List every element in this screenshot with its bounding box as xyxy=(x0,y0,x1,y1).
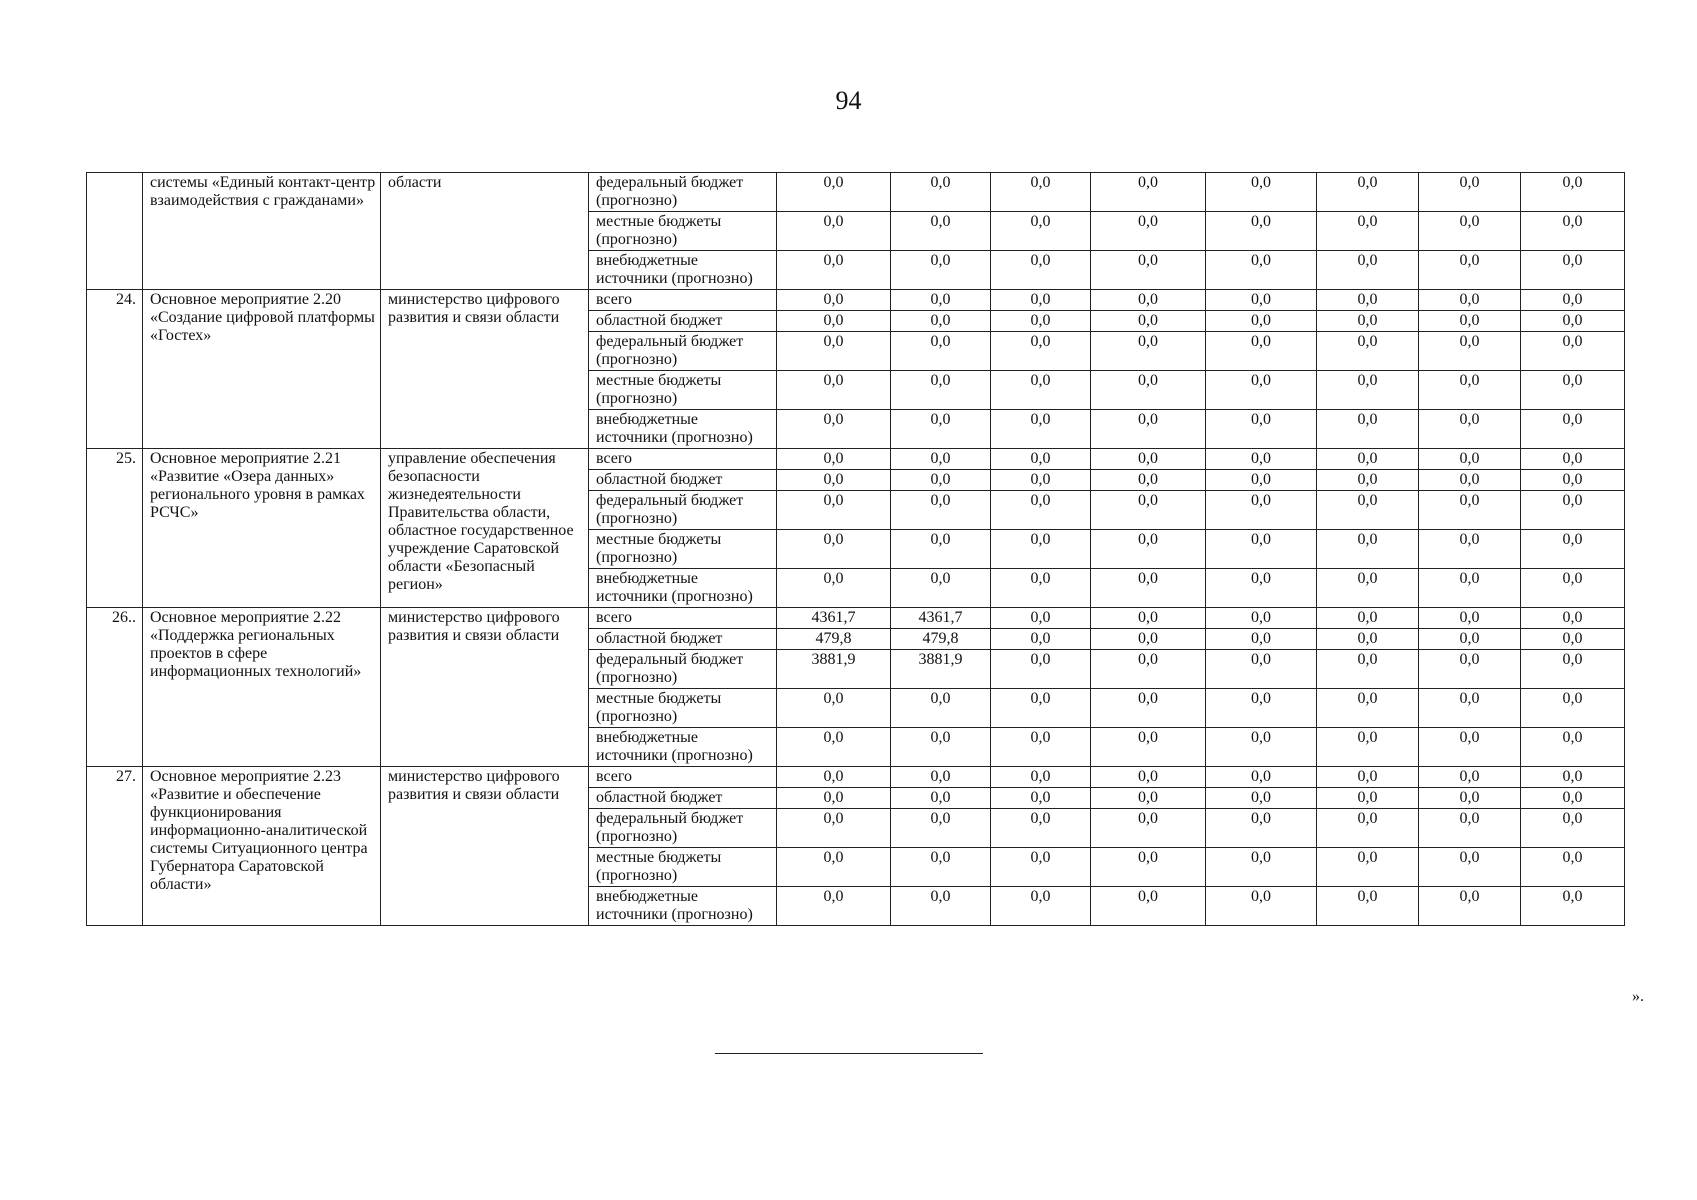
amount-cell: 0,0 xyxy=(891,809,991,848)
amount-cell: 0,0 xyxy=(1317,212,1419,251)
amount-cell: 0,0 xyxy=(1091,251,1206,290)
funding-source: федеральный бюджет (прогнозно) xyxy=(589,809,777,848)
amount-cell: 3881,9 xyxy=(777,650,891,689)
amount-cell: 0,0 xyxy=(991,410,1091,449)
executor-name: министерство цифрового развития и связи области xyxy=(381,290,589,449)
amount-cell: 0,0 xyxy=(991,251,1091,290)
amount-cell: 0,0 xyxy=(1091,212,1206,251)
table-row xyxy=(87,608,1625,629)
amount-cell: 0,0 xyxy=(1091,173,1206,212)
amount-cell: 0,0 xyxy=(777,470,891,491)
amount-cell: 4361,7 xyxy=(777,608,891,629)
funding-source: областной бюджет xyxy=(589,311,777,332)
amount-cell: 0,0 xyxy=(777,788,891,809)
amount-cell: 0,0 xyxy=(1091,410,1206,449)
amount-cell: 0,0 xyxy=(1317,767,1419,788)
amount-cell: 0,0 xyxy=(1317,173,1419,212)
amount-cell: 0,0 xyxy=(991,629,1091,650)
amount-cell: 0,0 xyxy=(1206,491,1317,530)
amount-cell: 0,0 xyxy=(1419,767,1521,788)
amount-cell: 0,0 xyxy=(1206,728,1317,767)
amount-cell: 0,0 xyxy=(1206,629,1317,650)
amount-cell: 0,0 xyxy=(1419,290,1521,311)
amount-cell: 0,0 xyxy=(1521,449,1625,470)
amount-cell: 0,0 xyxy=(1521,290,1625,311)
amount-cell: 0,0 xyxy=(1419,212,1521,251)
amount-cell: 479,8 xyxy=(891,629,991,650)
amount-cell: 0,0 xyxy=(1521,212,1625,251)
amount-cell: 0,0 xyxy=(777,332,891,371)
row-number: 25. xyxy=(87,449,143,608)
amount-cell: 0,0 xyxy=(1317,449,1419,470)
amount-cell: 0,0 xyxy=(1317,251,1419,290)
amount-cell: 0,0 xyxy=(991,809,1091,848)
amount-cell: 0,0 xyxy=(1521,809,1625,848)
executor-name: управление обеспечения безопасности жизнедеятельности Правительства области, областное государственное учреждение Саратовской области «Безопасный регион» xyxy=(381,449,589,608)
amount-cell: 0,0 xyxy=(1317,311,1419,332)
amount-cell: 0,0 xyxy=(1317,809,1419,848)
amount-cell: 0,0 xyxy=(777,371,891,410)
budget-table xyxy=(86,172,1625,926)
table-row xyxy=(87,290,1625,311)
amount-cell: 0,0 xyxy=(1317,608,1419,629)
amount-cell: 0,0 xyxy=(1091,728,1206,767)
amount-cell: 0,0 xyxy=(991,848,1091,887)
amount-cell: 0,0 xyxy=(1206,767,1317,788)
amount-cell: 0,0 xyxy=(1521,173,1625,212)
measure-name: системы «Единый контакт-центр взаимодействия с гражданами» xyxy=(143,173,381,290)
funding-source: всего xyxy=(589,767,777,788)
amount-cell: 0,0 xyxy=(777,449,891,470)
amount-cell: 0,0 xyxy=(891,371,991,410)
amount-cell: 0,0 xyxy=(1206,569,1317,608)
amount-cell: 0,0 xyxy=(1091,449,1206,470)
amount-cell: 0,0 xyxy=(1521,470,1625,491)
amount-cell: 0,0 xyxy=(991,332,1091,371)
amount-cell: 0,0 xyxy=(991,311,1091,332)
amount-cell: 0,0 xyxy=(891,887,991,926)
amount-cell: 0,0 xyxy=(1206,311,1317,332)
amount-cell: 0,0 xyxy=(1206,449,1317,470)
amount-cell: 0,0 xyxy=(1206,470,1317,491)
page-number: 94 xyxy=(835,86,862,115)
amount-cell: 0,0 xyxy=(777,410,891,449)
amount-cell: 0,0 xyxy=(777,728,891,767)
amount-cell: 0,0 xyxy=(1317,887,1419,926)
amount-cell: 0,0 xyxy=(1419,470,1521,491)
row-number xyxy=(87,173,143,290)
amount-cell: 0,0 xyxy=(991,650,1091,689)
amount-cell: 0,0 xyxy=(1317,290,1419,311)
amount-cell: 0,0 xyxy=(777,251,891,290)
amount-cell: 0,0 xyxy=(891,311,991,332)
amount-cell: 0,0 xyxy=(1206,290,1317,311)
executor-name: министерство цифрового развития и связи области xyxy=(381,767,589,926)
amount-cell: 0,0 xyxy=(777,689,891,728)
amount-cell: 0,0 xyxy=(1521,728,1625,767)
amount-cell: 0,0 xyxy=(1206,848,1317,887)
amount-cell: 0,0 xyxy=(1521,848,1625,887)
amount-cell: 0,0 xyxy=(891,530,991,569)
amount-cell: 0,0 xyxy=(891,767,991,788)
amount-cell: 0,0 xyxy=(1317,371,1419,410)
amount-cell: 0,0 xyxy=(891,251,991,290)
amount-cell: 0,0 xyxy=(777,887,891,926)
amount-cell: 0,0 xyxy=(1419,728,1521,767)
amount-cell: 0,0 xyxy=(1521,788,1625,809)
amount-cell: 0,0 xyxy=(1521,311,1625,332)
funding-source: федеральный бюджет (прогнозно) xyxy=(589,173,777,212)
amount-cell: 0,0 xyxy=(1206,689,1317,728)
amount-cell: 0,0 xyxy=(991,530,1091,569)
amount-cell: 0,0 xyxy=(1521,887,1625,926)
row-number: 24. xyxy=(87,290,143,449)
funding-source: местные бюджеты (прогнозно) xyxy=(589,212,777,251)
amount-cell: 0,0 xyxy=(991,470,1091,491)
amount-cell: 0,0 xyxy=(991,788,1091,809)
amount-cell: 0,0 xyxy=(1419,629,1521,650)
amount-cell: 0,0 xyxy=(891,788,991,809)
amount-cell: 0,0 xyxy=(1419,332,1521,371)
row-number: 26.. xyxy=(87,608,143,767)
amount-cell: 0,0 xyxy=(1091,311,1206,332)
amount-cell: 0,0 xyxy=(1521,371,1625,410)
amount-cell: 0,0 xyxy=(991,569,1091,608)
amount-cell: 0,0 xyxy=(1206,212,1317,251)
amount-cell: 0,0 xyxy=(1521,689,1625,728)
amount-cell: 0,0 xyxy=(891,410,991,449)
amount-cell: 0,0 xyxy=(1091,470,1206,491)
amount-cell: 0,0 xyxy=(1521,608,1625,629)
measure-name: Основное мероприятие 2.21 «Развитие «Озера данных» регионального уровня в рамках РСЧС» xyxy=(143,449,381,608)
funding-source: внебюджетные источники (прогнозно) xyxy=(589,728,777,767)
amount-cell: 0,0 xyxy=(1091,650,1206,689)
amount-cell: 0,0 xyxy=(1091,887,1206,926)
measure-name: Основное мероприятие 2.23 «Развитие и обеспечение функционирования информационно-аналитической системы Ситуационного центра Губернатора Саратовской области» xyxy=(143,767,381,926)
amount-cell: 0,0 xyxy=(777,173,891,212)
amount-cell: 0,0 xyxy=(1419,650,1521,689)
amount-cell: 0,0 xyxy=(1206,332,1317,371)
amount-cell: 0,0 xyxy=(1419,608,1521,629)
funding-source: областной бюджет xyxy=(589,470,777,491)
amount-cell: 0,0 xyxy=(891,491,991,530)
funding-source: всего xyxy=(589,290,777,311)
amount-cell: 0,0 xyxy=(1206,809,1317,848)
amount-cell: 0,0 xyxy=(1521,251,1625,290)
amount-cell: 0,0 xyxy=(1317,629,1419,650)
amount-cell: 0,0 xyxy=(1091,848,1206,887)
funding-source: федеральный бюджет (прогнозно) xyxy=(589,332,777,371)
amount-cell: 0,0 xyxy=(991,371,1091,410)
amount-cell: 0,0 xyxy=(891,449,991,470)
amount-cell: 0,0 xyxy=(1206,251,1317,290)
amount-cell: 0,0 xyxy=(777,767,891,788)
amount-cell: 0,0 xyxy=(1206,887,1317,926)
amount-cell: 0,0 xyxy=(1091,767,1206,788)
amount-cell: 0,0 xyxy=(1206,371,1317,410)
executor-name: министерство цифрового развития и связи области xyxy=(381,608,589,767)
amount-cell: 0,0 xyxy=(1206,650,1317,689)
amount-cell: 0,0 xyxy=(777,809,891,848)
funding-source: внебюджетные источники (прогнозно) xyxy=(589,887,777,926)
amount-cell: 0,0 xyxy=(1419,371,1521,410)
amount-cell: 0,0 xyxy=(891,470,991,491)
amount-cell: 0,0 xyxy=(777,848,891,887)
funding-source: всего xyxy=(589,449,777,470)
amount-cell: 0,0 xyxy=(1419,788,1521,809)
amount-cell: 0,0 xyxy=(1206,788,1317,809)
executor-name: области xyxy=(381,173,589,290)
amount-cell: 0,0 xyxy=(991,173,1091,212)
amount-cell: 0,0 xyxy=(1521,569,1625,608)
amount-cell: 0,0 xyxy=(1091,569,1206,608)
amount-cell: 0,0 xyxy=(1317,788,1419,809)
amount-cell: 0,0 xyxy=(1521,629,1625,650)
amount-cell: 0,0 xyxy=(991,449,1091,470)
amount-cell: 0,0 xyxy=(777,530,891,569)
amount-cell: 0,0 xyxy=(1521,650,1625,689)
amount-cell: 0,0 xyxy=(1521,767,1625,788)
amount-cell: 0,0 xyxy=(891,290,991,311)
funding-source: федеральный бюджет (прогнозно) xyxy=(589,491,777,530)
amount-cell: 0,0 xyxy=(1419,848,1521,887)
amount-cell: 479,8 xyxy=(777,629,891,650)
funding-source: всего xyxy=(589,608,777,629)
funding-source: федеральный бюджет (прогнозно) xyxy=(589,650,777,689)
measure-name: Основное мероприятие 2.20 «Создание цифровой платформы «Гостех» xyxy=(143,290,381,449)
amount-cell: 0,0 xyxy=(1419,491,1521,530)
amount-cell: 0,0 xyxy=(1317,848,1419,887)
amount-cell: 0,0 xyxy=(1419,410,1521,449)
amount-cell: 0,0 xyxy=(891,569,991,608)
amount-cell: 0,0 xyxy=(1419,173,1521,212)
amount-cell: 0,0 xyxy=(1419,809,1521,848)
amount-cell: 0,0 xyxy=(991,491,1091,530)
amount-cell: 0,0 xyxy=(1317,689,1419,728)
amount-cell: 0,0 xyxy=(1419,251,1521,290)
amount-cell: 0,0 xyxy=(777,491,891,530)
amount-cell: 0,0 xyxy=(991,290,1091,311)
amount-cell: 0,0 xyxy=(1317,530,1419,569)
amount-cell: 0,0 xyxy=(1091,371,1206,410)
table-row xyxy=(87,173,1625,212)
amount-cell: 0,0 xyxy=(891,728,991,767)
amount-cell: 0,0 xyxy=(1206,608,1317,629)
amount-cell: 0,0 xyxy=(1419,569,1521,608)
amount-cell: 0,0 xyxy=(1317,410,1419,449)
amount-cell: 0,0 xyxy=(1317,470,1419,491)
amount-cell: 0,0 xyxy=(1521,530,1625,569)
amount-cell: 0,0 xyxy=(1317,569,1419,608)
amount-cell: 0,0 xyxy=(1521,332,1625,371)
amount-cell: 0,0 xyxy=(1206,173,1317,212)
amount-cell: 0,0 xyxy=(777,311,891,332)
amount-cell: 0,0 xyxy=(777,290,891,311)
amount-cell: 0,0 xyxy=(1419,887,1521,926)
amount-cell: 0,0 xyxy=(991,212,1091,251)
funding-source: областной бюджет xyxy=(589,629,777,650)
amount-cell: 0,0 xyxy=(777,212,891,251)
end-rule xyxy=(715,1053,983,1054)
amount-cell: 0,0 xyxy=(1091,290,1206,311)
amount-cell: 0,0 xyxy=(991,728,1091,767)
amount-cell: 0,0 xyxy=(1206,530,1317,569)
amount-cell: 0,0 xyxy=(1521,410,1625,449)
amount-cell: 0,0 xyxy=(991,887,1091,926)
amount-cell: 0,0 xyxy=(1317,650,1419,689)
funding-source: местные бюджеты (прогнозно) xyxy=(589,530,777,569)
amount-cell: 0,0 xyxy=(891,689,991,728)
amount-cell: 0,0 xyxy=(1091,629,1206,650)
amount-cell: 0,0 xyxy=(1419,530,1521,569)
measure-name: Основное мероприятие 2.22 «Поддержка региональных проектов в сфере информационных технологий» xyxy=(143,608,381,767)
amount-cell: 0,0 xyxy=(1091,788,1206,809)
amount-cell: 0,0 xyxy=(1091,332,1206,371)
funding-source: местные бюджеты (прогнозно) xyxy=(589,689,777,728)
funding-source: областной бюджет xyxy=(589,788,777,809)
amount-cell: 0,0 xyxy=(1317,332,1419,371)
funding-source: местные бюджеты (прогнозно) xyxy=(589,848,777,887)
amount-cell: 0,0 xyxy=(1091,608,1206,629)
amount-cell: 0,0 xyxy=(1206,410,1317,449)
amount-cell: 0,0 xyxy=(991,767,1091,788)
table-row xyxy=(87,767,1625,788)
funding-source: внебюджетные источники (прогнозно) xyxy=(589,410,777,449)
amount-cell: 0,0 xyxy=(1419,311,1521,332)
closing-quote: ». xyxy=(1632,988,1644,1005)
amount-cell: 3881,9 xyxy=(891,650,991,689)
amount-cell: 0,0 xyxy=(1091,689,1206,728)
amount-cell: 0,0 xyxy=(1317,491,1419,530)
row-number: 27. xyxy=(87,767,143,926)
amount-cell: 0,0 xyxy=(1317,728,1419,767)
amount-cell: 0,0 xyxy=(1091,809,1206,848)
amount-cell: 4361,7 xyxy=(891,608,991,629)
amount-cell: 0,0 xyxy=(891,173,991,212)
amount-cell: 0,0 xyxy=(991,689,1091,728)
amount-cell: 0,0 xyxy=(991,608,1091,629)
amount-cell: 0,0 xyxy=(1521,491,1625,530)
amount-cell: 0,0 xyxy=(1091,530,1206,569)
amount-cell: 0,0 xyxy=(1419,449,1521,470)
amount-cell: 0,0 xyxy=(1419,689,1521,728)
amount-cell: 0,0 xyxy=(891,212,991,251)
funding-source: местные бюджеты (прогнозно) xyxy=(589,371,777,410)
amount-cell: 0,0 xyxy=(1091,491,1206,530)
funding-source: внебюджетные источники (прогнозно) xyxy=(589,569,777,608)
amount-cell: 0,0 xyxy=(777,569,891,608)
funding-source: внебюджетные источники (прогнозно) xyxy=(589,251,777,290)
amount-cell: 0,0 xyxy=(891,848,991,887)
amount-cell: 0,0 xyxy=(891,332,991,371)
table-row xyxy=(87,449,1625,470)
